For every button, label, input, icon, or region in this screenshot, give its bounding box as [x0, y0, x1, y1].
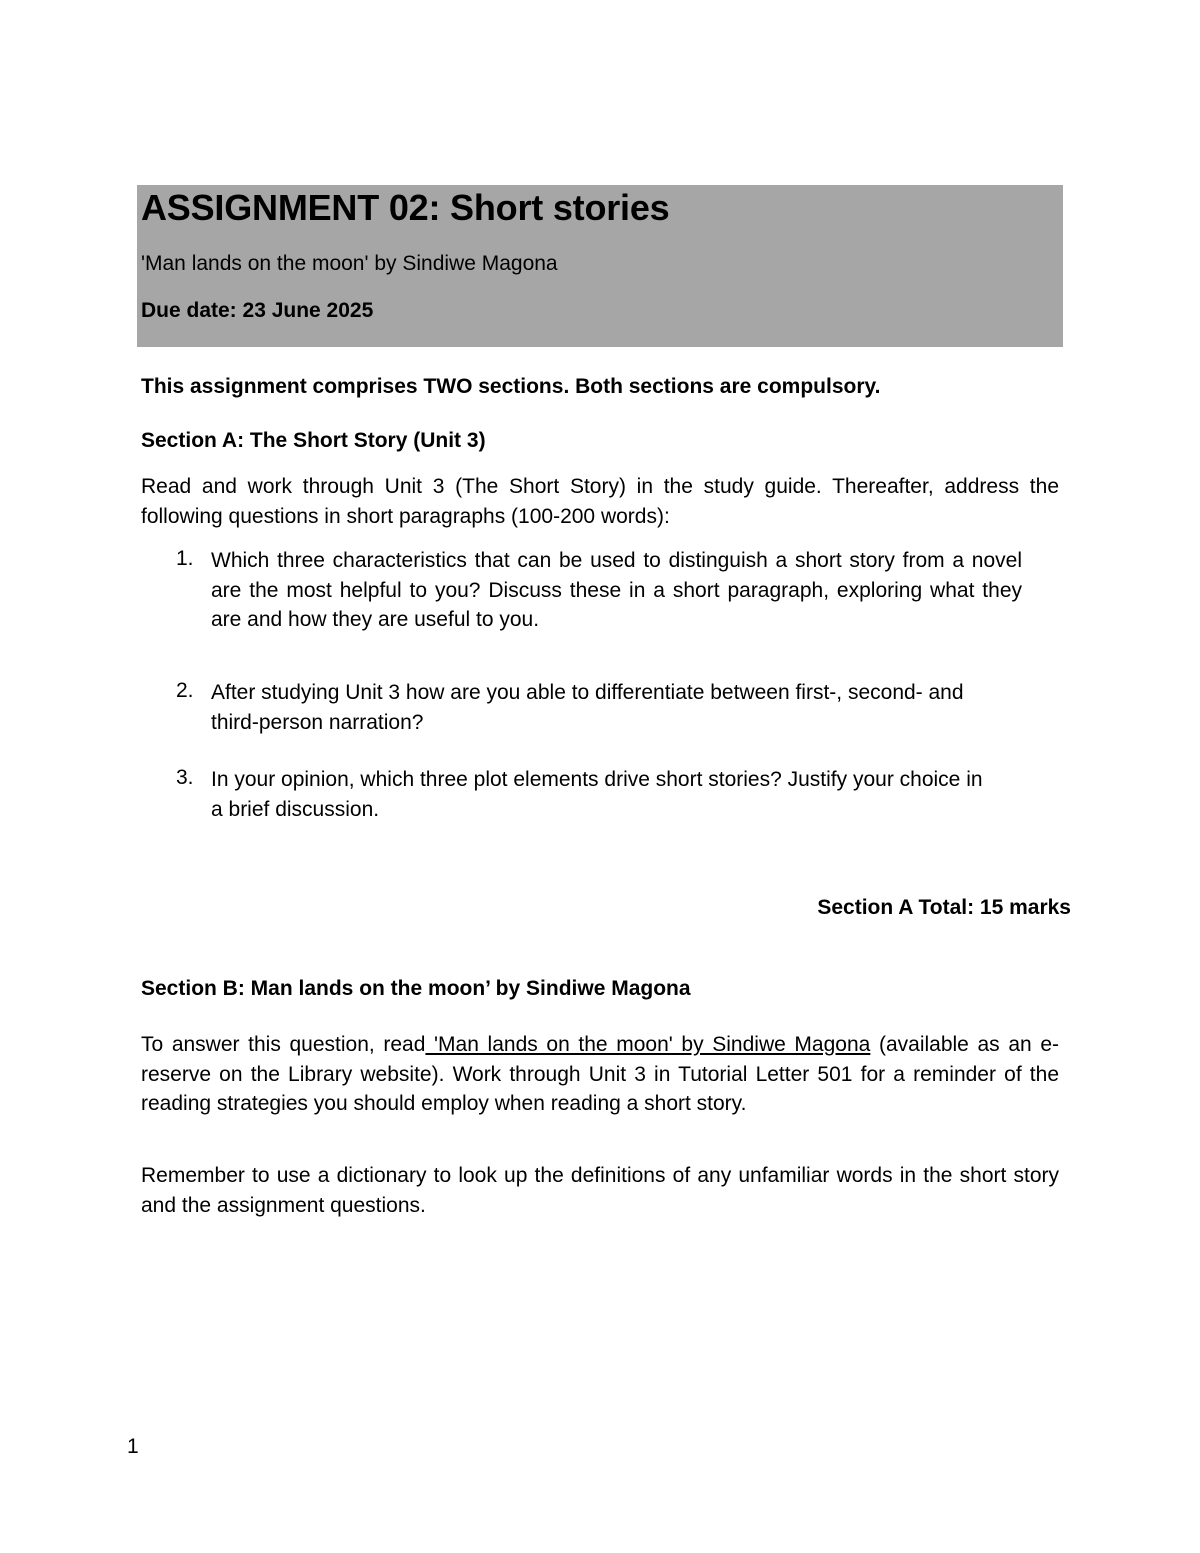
- section-b-heading: Section B: Man lands on the moon’ by Sindiwe Magona: [141, 977, 691, 1000]
- section-a-total: Section A Total: 15 marks: [817, 896, 1071, 919]
- section-a-instructions: Read and work through Unit 3 (The Short Story) in the study guide. Thereafter, address the following questions in short paragraphs (100-200 words):: [141, 475, 1059, 528]
- assignment-banner: [137, 185, 1063, 347]
- section-b-paragraph-1: [141, 1030, 1059, 1119]
- intro-statement: This assignment comprises TWO sections. Both sections are compulsory.: [141, 375, 881, 398]
- section-b-text-after: (available as an e-reserve on the Library website). Work through Unit 3 in Tutorial Letter 501 for a reminder of the reading strategies you should employ when reading a short story.: [141, 1033, 1059, 1115]
- question-2-number: 2.: [176, 679, 194, 702]
- question-1-number: 1.: [176, 547, 194, 570]
- section-b-paragraph-2: Remember to use a dictionary to look up the definitions of any unfamiliar words in the short story and the assignment questions.: [141, 1164, 1059, 1217]
- assignment-title: ASSIGNMENT 02: Short stories: [141, 187, 670, 228]
- due-date: Due date: 23 June 2025: [141, 299, 374, 322]
- section-b-text-before: To answer this question, read: [141, 1033, 426, 1056]
- story-subtitle: 'Man lands on the moon' by Sindiwe Magona: [141, 252, 558, 275]
- story-link[interactable]: 'Man lands on the moon' by Sindiwe Magona: [425, 1033, 871, 1056]
- question-2-text: After studying Unit 3 how are you able to differentiate between first-, second- and third-person narration?: [211, 681, 964, 734]
- question-3-text: In your opinion, which three plot elements drive short stories? Justify your choice in a brief discussion.: [211, 768, 983, 821]
- section-a-heading: Section A: The Short Story (Unit 3): [141, 429, 486, 452]
- question-3-number: 3.: [176, 766, 194, 789]
- question-1-text: Which three characteristics that can be used to distinguish a short story from a novel are the most helpful to you? Discuss these in a short paragraph, exploring what they are and how they are useful to you.: [211, 549, 1022, 631]
- page-number: 1: [127, 1435, 139, 1458]
